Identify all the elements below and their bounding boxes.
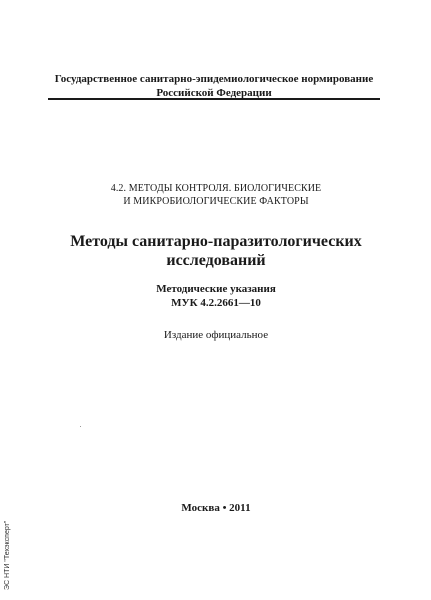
- series-line-1: 4.2. МЕТОДЫ КОНТРОЛЯ. БИОЛОГИЧЕСКИЕ: [110, 183, 322, 194]
- watermark-text: ЭС НТИ "Техэксперт": [4, 520, 11, 590]
- scan-speck: [80, 426, 81, 427]
- document-title: [30, 232, 402, 270]
- document-type: [60, 282, 372, 310]
- series-heading: [40, 182, 392, 208]
- series-line-2: И МИКРОБИОЛОГИЧЕСКИЕ ФАКТОРЫ: [123, 196, 309, 207]
- issuer-line-1: Государственное санитарно-эпидемиологическое нормирование: [54, 73, 374, 85]
- doc-number: МУК 4.2.2661—10: [171, 297, 261, 309]
- header-divider: [48, 98, 380, 100]
- watermark: [4, 500, 16, 590]
- issuer-line-2: Российской Федерации: [156, 87, 272, 99]
- title-line-1: Методы санитарно-паразитологических: [70, 233, 362, 250]
- doc-type-line-1: Методические указания: [156, 283, 276, 295]
- title-line-2: исследований: [166, 252, 266, 269]
- edition-label: Издание официальное: [163, 329, 269, 341]
- place-and-year: Москва • 2011: [181, 502, 251, 514]
- issuer-header: [48, 72, 380, 100]
